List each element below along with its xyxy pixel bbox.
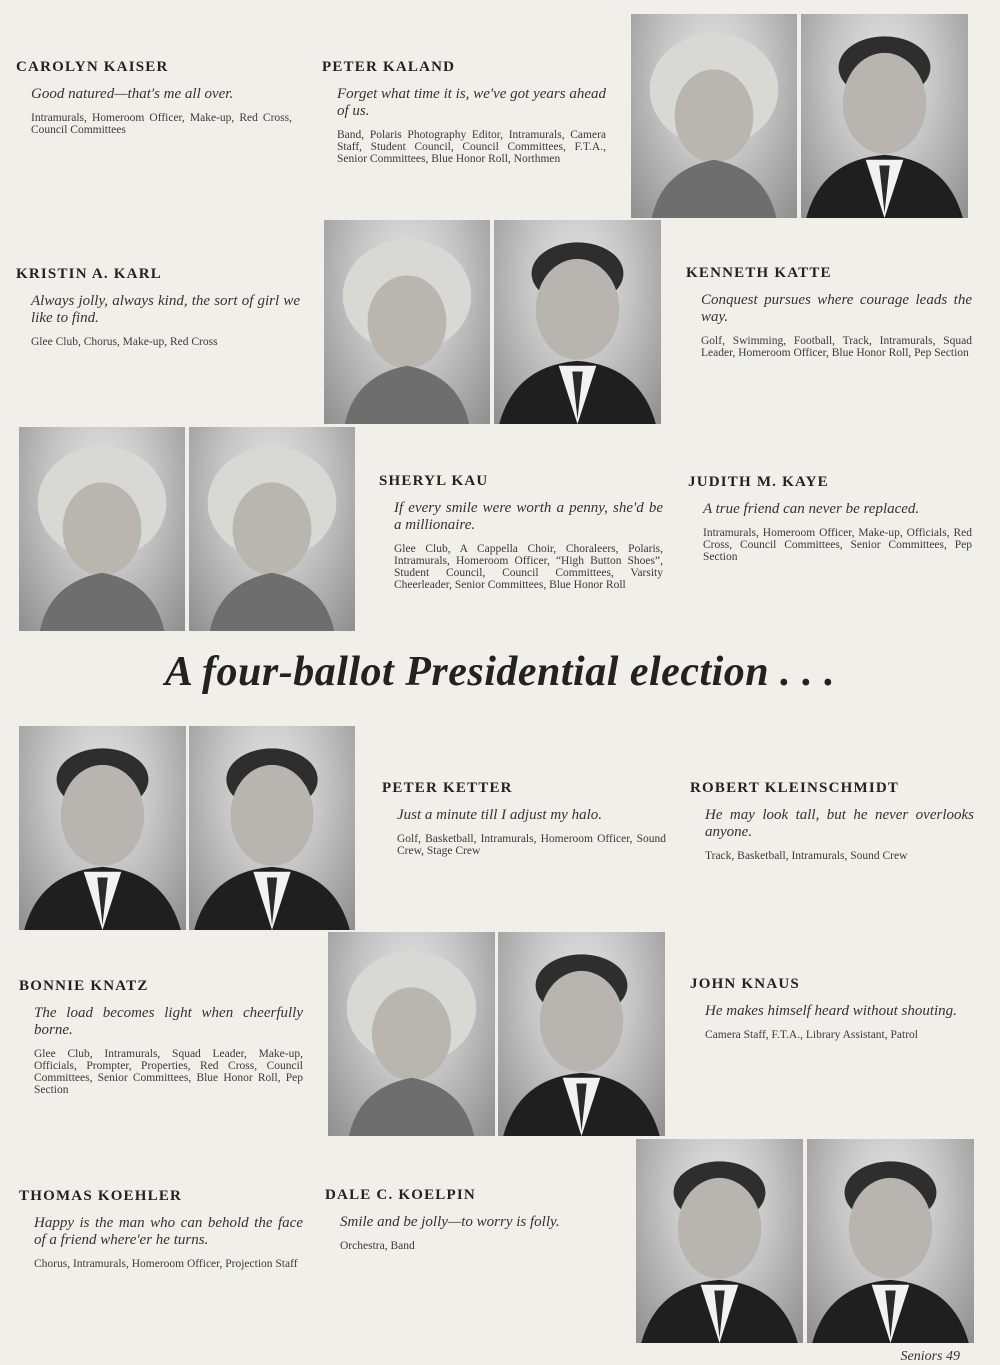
senior-name: BONNIE KNATZ xyxy=(19,978,149,994)
senior-activities: Orchestra, Band xyxy=(340,1240,415,1252)
senior-activities: Camera Staff, F.T.A., Library Assistant, Patrol xyxy=(705,1029,918,1041)
portrait-katte xyxy=(494,220,661,424)
senior-activities: Chorus, Intramurals, Homeroom Officer, Projection Staff xyxy=(34,1258,298,1270)
portrait-kaiser xyxy=(631,14,797,218)
portrait-kleinschmidt xyxy=(189,726,355,930)
senior-quote: A true friend can never be replaced. xyxy=(703,501,920,517)
senior-ketter xyxy=(382,780,666,857)
senior-quote: Smile and be jolly—to worry is folly. xyxy=(340,1214,560,1230)
senior-karl xyxy=(16,266,300,348)
senior-quote: The load becomes light when cheerfully borne. xyxy=(34,1005,303,1038)
senior-name: PETER KETTER xyxy=(382,780,513,796)
senior-quote: Happy is the man who can behold the face of a friend where'er he turns. xyxy=(34,1215,303,1248)
section-headline: A four-ballot Presidential election . . . xyxy=(164,649,836,695)
senior-quote: He may look tall, but he never overlooks anyone. xyxy=(705,807,974,840)
portrait-kaye xyxy=(189,427,355,631)
senior-kaiser xyxy=(16,59,292,136)
portrait-karl xyxy=(324,220,490,424)
senior-activities: Intramurals, Homeroom Officer, Make-up, Red Cross, Council Committees xyxy=(31,112,292,136)
senior-name: JUDITH M. KAYE xyxy=(688,474,829,490)
senior-kaland xyxy=(322,59,606,165)
senior-kleinschmidt xyxy=(690,780,974,862)
senior-katte xyxy=(686,265,972,359)
senior-activities: Intramurals, Homeroom Officer, Make-up, Officials, Red Cross, Council Committees, Senior Committees, Pep Section xyxy=(703,527,972,563)
senior-activities: Glee Club, Chorus, Make-up, Red Cross xyxy=(31,336,218,348)
senior-activities: Glee Club, A Cappella Choir, Choraleers, Polaris, Intramurals, Homeroom Officer, “High Button Shoes”, Student Council, Council Committees, Varsity Cheerleader, Senior Committees, Blue Honor Roll xyxy=(394,543,663,591)
senior-activities: Golf, Swimming, Football, Track, Intramurals, Squad Leader, Homeroom Officer, Blue Honor Roll, Pep Section xyxy=(701,335,972,359)
senior-quote: Good natured—that's me all over. xyxy=(31,86,234,102)
senior-kaye xyxy=(688,474,972,563)
senior-quote: Conquest pursues where courage leads the way. xyxy=(701,292,972,325)
senior-name: SHERYL KAU xyxy=(379,473,489,489)
portrait-kau xyxy=(19,427,185,631)
senior-name: JOHN KNAUS xyxy=(690,976,800,992)
senior-name: KENNETH KATTE xyxy=(686,265,832,281)
senior-name: DALE C. KOELPIN xyxy=(325,1187,476,1203)
senior-knaus xyxy=(690,976,976,1041)
portrait-knatz xyxy=(328,932,495,1136)
senior-activities: Track, Basketball, Intramurals, Sound Crew xyxy=(705,850,908,862)
senior-koehler xyxy=(19,1188,303,1270)
senior-name: ROBERT KLEINSCHMIDT xyxy=(690,780,900,796)
senior-knatz xyxy=(19,978,303,1096)
senior-name: PETER KALAND xyxy=(322,59,456,75)
page-footer: Seniors 49 xyxy=(900,1349,960,1364)
portrait-koehler xyxy=(636,1139,803,1343)
senior-activities: Golf, Basketball, Intramurals, Homeroom Officer, Sound Crew, Stage Crew xyxy=(397,833,666,857)
portrait-ketter xyxy=(19,726,186,930)
senior-activities: Band, Polaris Photography Editor, Intramurals, Camera Staff, Student Council, Council Committees, F.T.A., Senior Committees, Blue Honor Roll, Northmen xyxy=(337,129,606,165)
senior-quote: Always jolly, always kind, the sort of girl we like to find. xyxy=(31,293,300,326)
senior-activities: Glee Club, Intramurals, Squad Leader, Make-up, Officials, Prompter, Properties, Red Cross, Council Committees, Senior Committees, Blue Honor Roll, Pep Section xyxy=(34,1048,303,1096)
senior-quote: He makes himself heard without shouting. xyxy=(705,1003,957,1019)
senior-quote: Forget what time it is, we've got years ahead of us. xyxy=(337,86,606,119)
portrait-kaland xyxy=(801,14,968,218)
senior-quote: Just a minute till I adjust my halo. xyxy=(397,807,602,823)
portrait-knaus xyxy=(498,932,665,1136)
senior-koelpin xyxy=(325,1187,615,1252)
portrait-koelpin xyxy=(807,1139,974,1343)
senior-kau xyxy=(379,473,663,591)
senior-name: CAROLYN KAISER xyxy=(16,59,169,75)
senior-name: THOMAS KOEHLER xyxy=(19,1188,183,1204)
senior-name: KRISTIN A. KARL xyxy=(16,266,162,282)
senior-quote: If every smile were worth a penny, she'd be a millionaire. xyxy=(394,500,663,533)
